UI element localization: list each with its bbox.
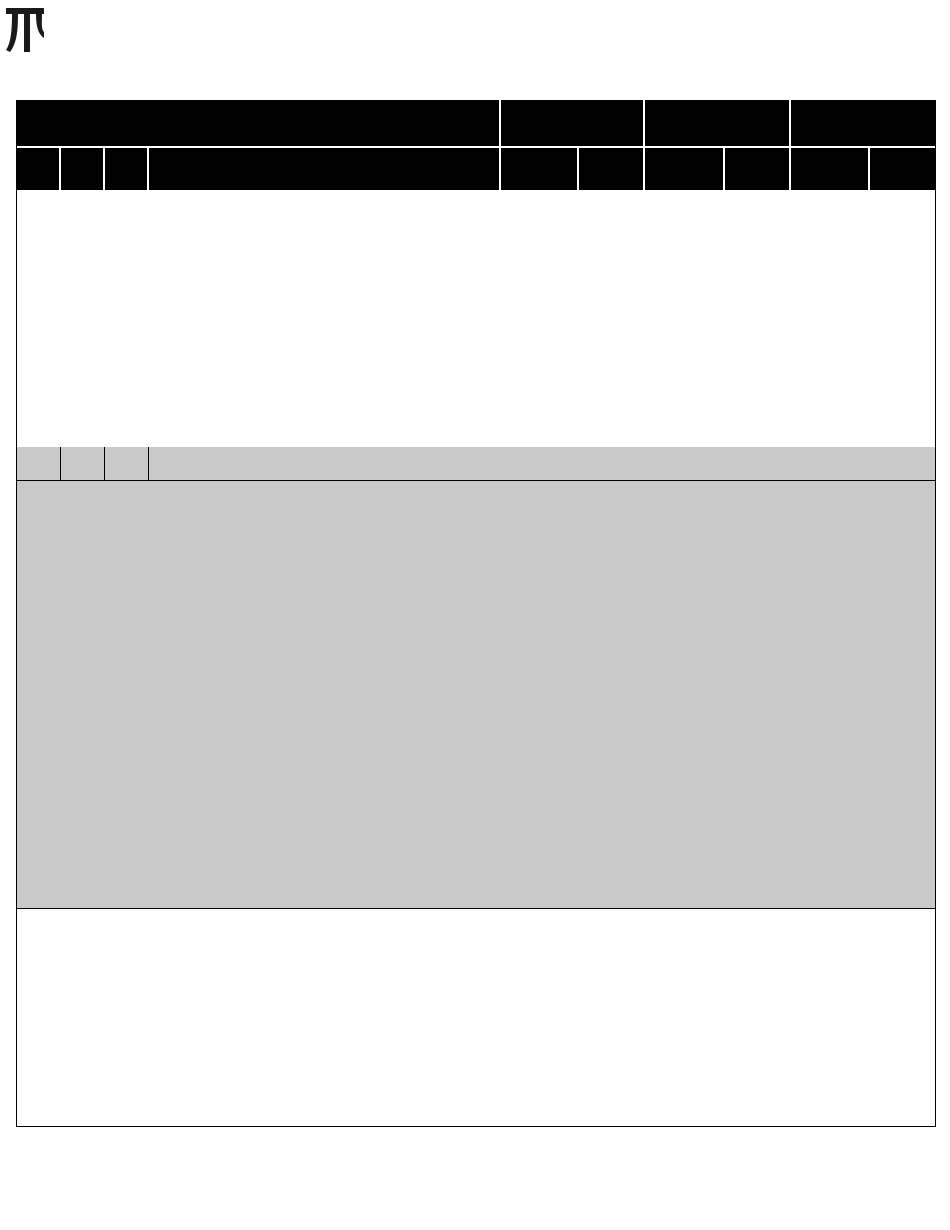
table-bottom-border [16, 1126, 936, 1127]
chapter-bar-divider [148, 447, 149, 480]
header-nrv [61, 148, 103, 190]
header-revisions [16, 100, 147, 146]
chapter-bar [16, 447, 936, 480]
header-rv [16, 148, 59, 190]
header-blank [149, 148, 499, 190]
rule [16, 908, 936, 909]
header-date-3 [870, 148, 936, 190]
header-required-content [147, 100, 499, 146]
header-preliminary-review [645, 100, 789, 146]
table-left-border [16, 100, 17, 1127]
header-admin-review [791, 100, 936, 146]
odot-logo [4, 4, 46, 54]
chapter-bar-divider [104, 447, 105, 480]
table-right-border [935, 100, 936, 1127]
header-consultant-qc [501, 100, 643, 146]
instructions-panel [16, 481, 936, 908]
header-odot-epm-1 [645, 148, 723, 190]
header-date-2 [725, 148, 789, 190]
header-consultant-reviewer [501, 148, 577, 190]
header-odot-epm-2 [791, 148, 868, 190]
header-na [105, 148, 147, 190]
instructions-text [33, 487, 933, 506]
chapter-bar-divider [60, 447, 61, 480]
header-date-1 [579, 148, 643, 190]
